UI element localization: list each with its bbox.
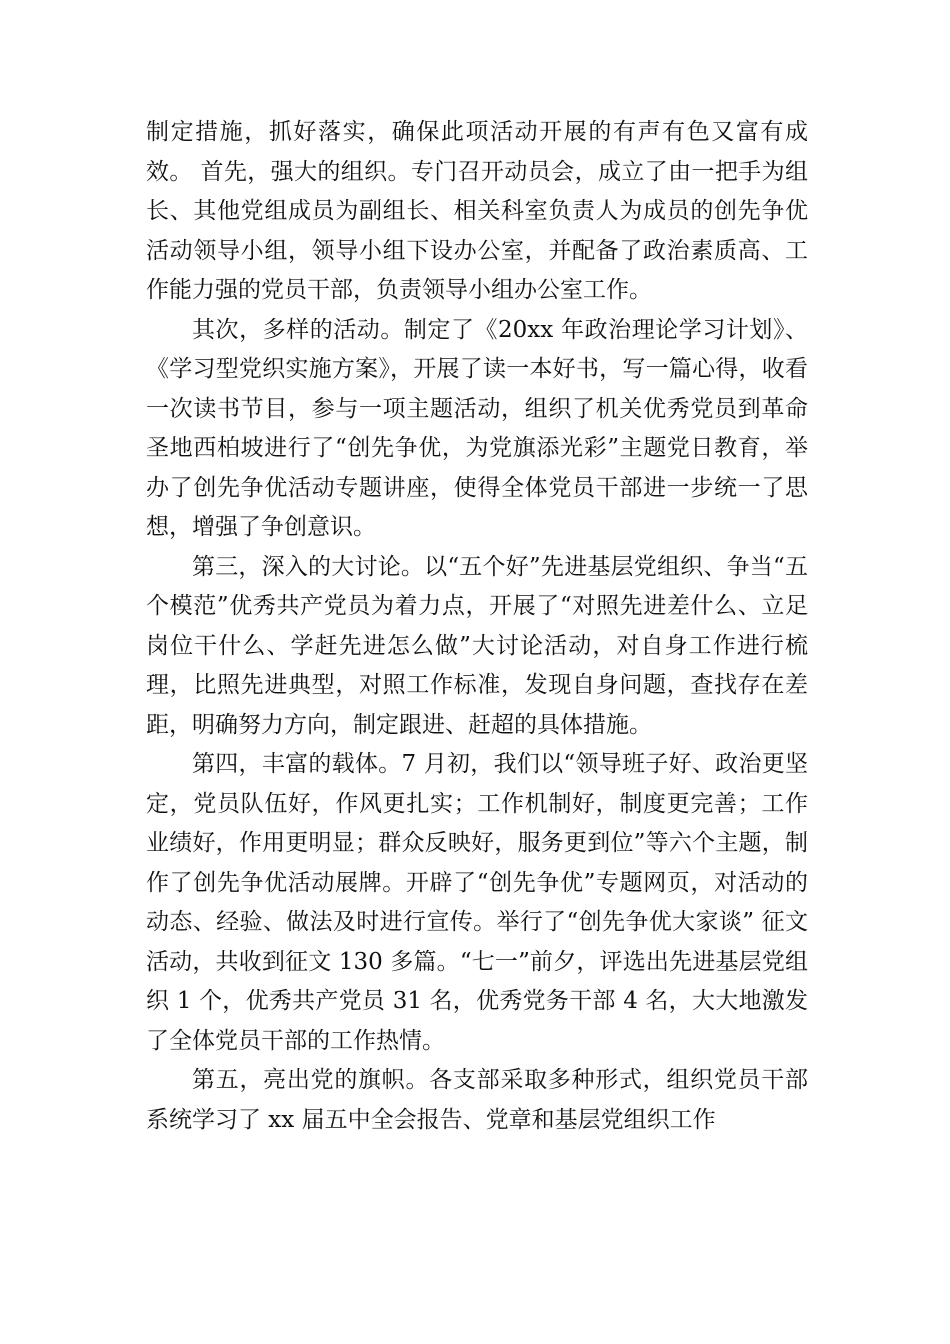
paragraph-1: 制定措施，抓好落实，确保此项活动开展的有声有色又富有成效。 首先，强大的组织。专门召开动员会，成立了由一把手为组长、其他党组成员为副组长、相关科室负责人为成员的创先争优活动领导小组，领导小组下设办公室，并配备了政治素质高、工作能力强的党员干部，负责领导小组办公室工作。 [146,119,808,303]
paragraph-4: 第四，丰富的载体。7 月初，我们以“领导班子好、政治更坚定，党员队伍好，作风更扎实；工作机制好，制度更完善；工作业绩好，作用更明显；群众反映好，服务更到位”等六个主题，制作了创先争优活动展牌。开辟了“创先争优”专题网页，对活动的动态、经验、做法及时进行宣传。举行了“创先争优大家谈” 征文活动，共收到征文 130 多篇。“七一”前夕，评选出先进基层党组织 1 个，优秀共产党员 31 名，优秀党务干部 4 名，大大地激发了全体党员干部的工作热情。 [146,751,808,1054]
paragraph-2: 其次，多样的活动。制定了《20xx 年政治理论学习计划》、《学习型党织实施方案》，开展了读一本好书，写一篇心得，收看一次读书节目，参与一项主题活动，组织了机关优秀党员到革命圣地西柏坡进行了“创先争优，为党旗添光彩”主题党日教育，举办了创先争优活动专题讲座，使得全体党员干部进一步统一了思想，增强了争创意识。 [146,316,808,540]
paragraph-5: 第五，亮出党的旗帜。各支部采取多种形式，组织党员干部系统学习了 xx 届五中全会报告、党章和基层党组织工作 [146,1067,808,1133]
document-body [146,113,808,1140]
paragraph-3: 第三，深入的大讨论。以“五个好”先进基层党组织、争当“五个模范”优秀共产党员为着力点，开展了“对照先进差什么、立足岗位干什么、学赶先进怎么做”大讨论活动，对自身工作进行梳理，比照先进典型，对照工作标准，发现自身问题，查找存在差距，明确努力方向，制定跟进、赶超的具体措施。 [146,553,808,738]
